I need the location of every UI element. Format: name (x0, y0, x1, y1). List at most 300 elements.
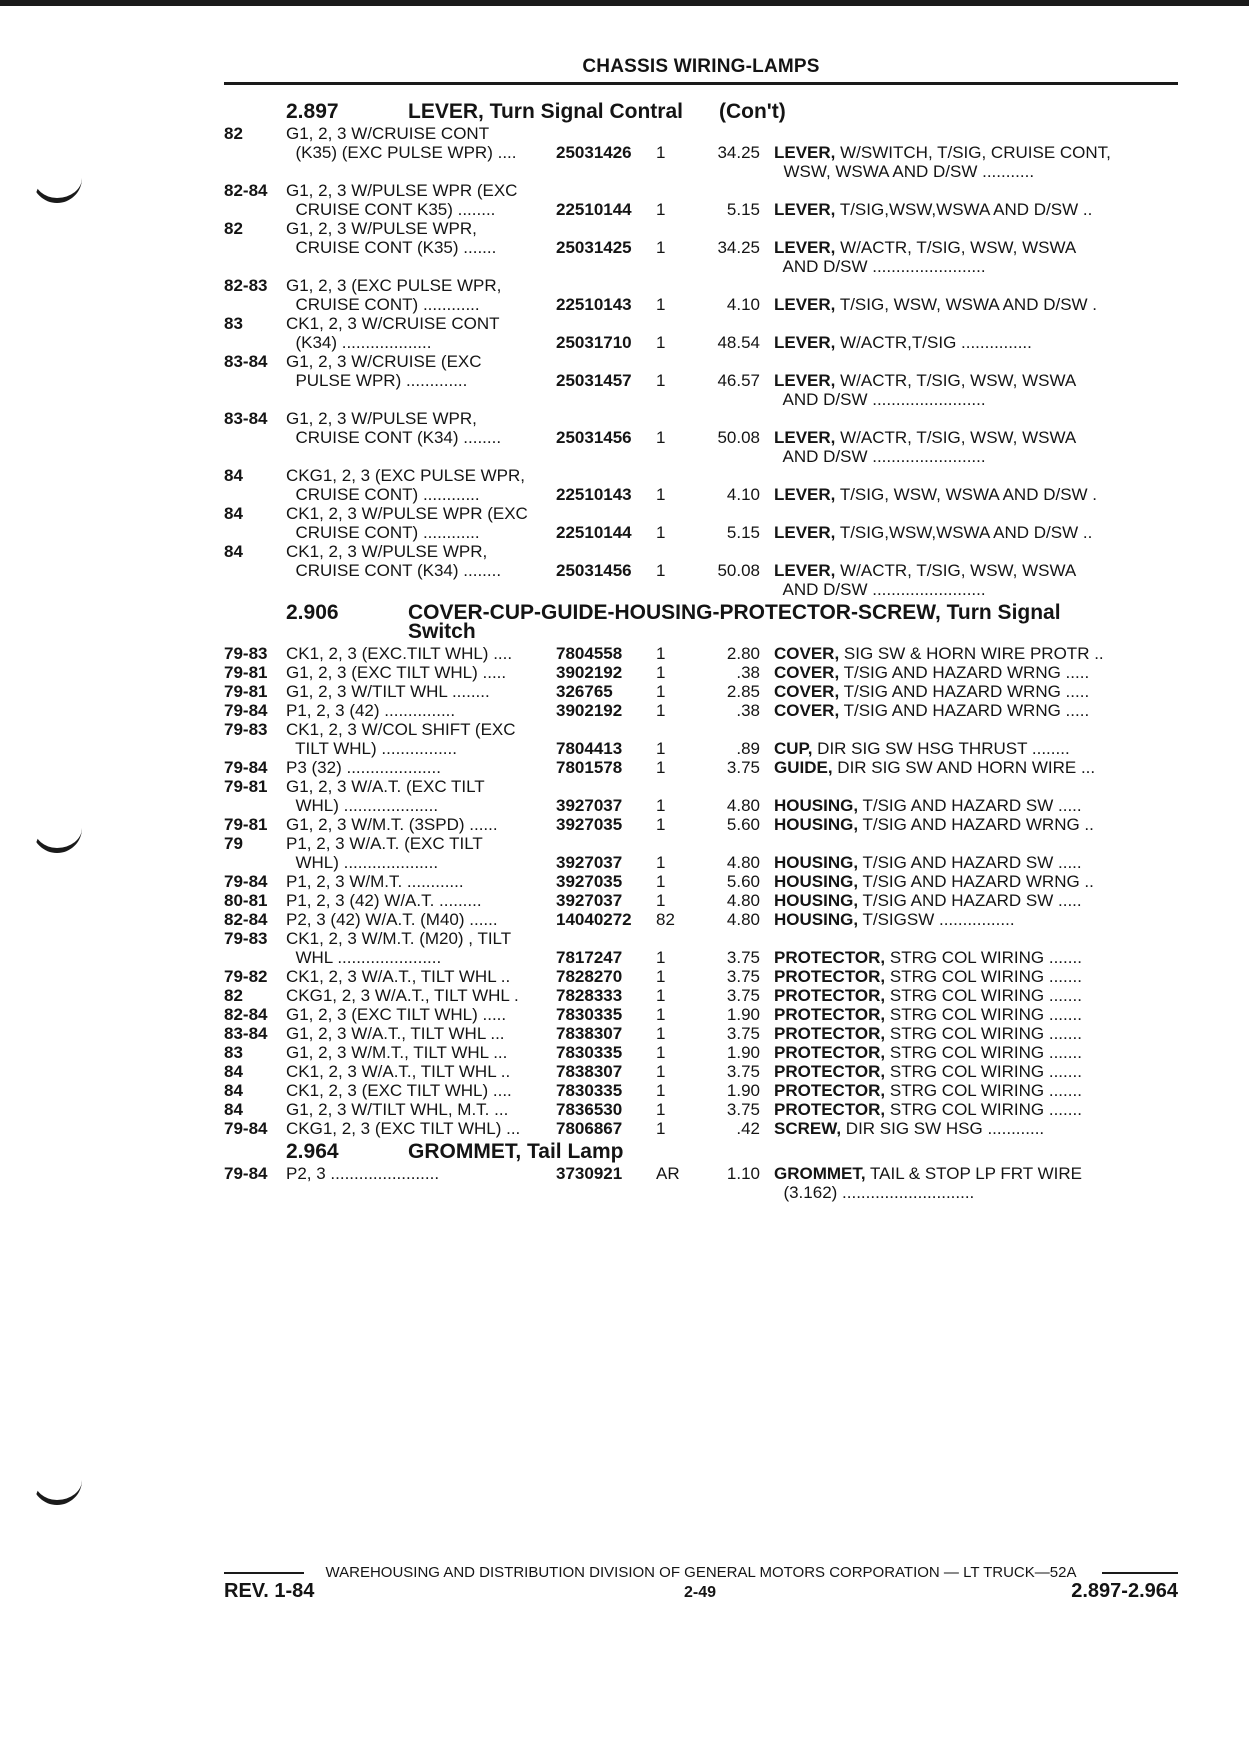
part-detail: W/ACTR, T/SIG, WSW, WSWA (835, 561, 1077, 580)
price (698, 390, 760, 409)
part-number: 14040272 (556, 910, 632, 929)
price: 4.80 (726, 891, 760, 910)
price: 4.10 (726, 295, 760, 314)
model-year: 80-81 (224, 891, 268, 910)
part-name: HOUSING, (774, 910, 859, 929)
part-detail: T/SIG AND HAZARD SW ..... (858, 853, 1082, 872)
model-year: 79-84 (224, 1164, 268, 1183)
quantity (656, 580, 698, 599)
part-number (556, 929, 656, 948)
model-year (224, 390, 286, 409)
application: CK1, 2, 3 W/PULSE WPR, (286, 542, 488, 561)
part-detail: STRG COL WIRING ....... (885, 1024, 1082, 1043)
part-detail: STRG COL WIRING ....... (885, 986, 1082, 1005)
model-year (224, 238, 286, 257)
part-number (556, 1183, 656, 1202)
application (286, 580, 556, 599)
parts-row (224, 257, 1178, 276)
model-year: 82-84 (224, 910, 268, 929)
part-description (774, 504, 1138, 523)
price: 2.80 (726, 644, 760, 663)
price: 4.80 (726, 853, 760, 872)
application (286, 257, 556, 276)
quantity: 1 (656, 701, 666, 720)
quantity: 1 (656, 891, 666, 910)
parts-row (224, 371, 1178, 390)
part-description (774, 314, 1138, 333)
parts-row (224, 409, 1178, 428)
price: 1.90 (726, 1005, 760, 1024)
parts-row (224, 929, 1178, 948)
application: G1, 2, 3 W/A.T. (EXC TILT (286, 777, 485, 796)
application: P2, 3 ....................... (286, 1164, 440, 1183)
parts-row (224, 739, 1178, 758)
price: 3.75 (726, 986, 760, 1005)
price: 1.90 (726, 1043, 760, 1062)
part-name: PROTECTOR, (774, 1005, 886, 1024)
model-year: 79-84 (224, 758, 268, 777)
application: CK1, 2, 3 W/PULSE WPR (EXC (286, 504, 528, 523)
part-number: 3927037 (556, 853, 623, 872)
price (698, 352, 760, 371)
parts-row (224, 1183, 1178, 1202)
part-detail: T/SIGSW ................ (858, 910, 1015, 929)
part-description (774, 948, 1138, 967)
price (698, 1183, 760, 1202)
part-name: LEVER, (774, 523, 836, 542)
price: 34.25 (717, 238, 760, 257)
price (698, 504, 760, 523)
part-description (774, 1043, 1138, 1062)
model-year: 79-84 (224, 701, 268, 720)
price: 5.15 (726, 523, 760, 542)
part-number: 3902192 (556, 701, 623, 720)
quantity: 82 (656, 910, 675, 929)
part-number: 7836530 (556, 1100, 623, 1119)
part-detail: DIR SIG SW HSG THRUST ........ (812, 739, 1070, 758)
part-description (774, 872, 1138, 891)
quantity (656, 720, 698, 739)
model-year: 83-84 (224, 352, 268, 371)
application: CRUISE CONT (K35) ....... (286, 238, 497, 257)
price: 34.25 (717, 143, 760, 162)
part-name: PROTECTOR, (774, 967, 886, 986)
application: CRUISE CONT (K34) ........ (286, 428, 502, 447)
parts-row (224, 872, 1178, 891)
quantity (656, 834, 698, 853)
revision-label: REV. 1-84 (224, 1580, 315, 1602)
part-name: LEVER, (774, 428, 836, 447)
part-detail: AND D/SW ........................ (774, 390, 986, 409)
part-detail: W/ACTR, T/SIG, WSW, WSWA (835, 371, 1077, 390)
part-number (556, 276, 656, 295)
application: CKG1, 2, 3 (EXC PULSE WPR, (286, 466, 526, 485)
part-number (556, 504, 656, 523)
part-description (774, 409, 1138, 428)
part-description (774, 238, 1138, 257)
section-title: LEVER, Turn Signal Contral (408, 100, 683, 123)
application: G1, 2, 3 W/CRUISE CONT (286, 124, 490, 143)
application: P1, 2, 3 W/A.T. (EXC TILT (286, 834, 483, 853)
parts-row (224, 580, 1178, 599)
model-year: 83 (224, 1043, 243, 1062)
part-detail: STRG COL WIRING ....... (885, 1081, 1082, 1100)
part-name: LEVER, (774, 371, 836, 390)
part-number (556, 219, 656, 238)
quantity: 1 (656, 682, 666, 701)
quantity (656, 162, 698, 181)
application: CK1, 2, 3 (EXC TILT WHL) .... (286, 1081, 512, 1100)
price: 3.75 (726, 758, 760, 777)
application: CK1, 2, 3 W/A.T., TILT WHL .. (286, 1062, 511, 1081)
quantity: 1 (656, 295, 666, 314)
section-title: COVER-CUP-GUIDE-HOUSING-PROTECTOR-SCREW, Turn Signal Switch (408, 601, 1061, 643)
price (698, 777, 760, 796)
application (286, 162, 556, 181)
part-number: 3730921 (556, 1164, 623, 1183)
parts-row (224, 219, 1178, 238)
part-number: 7828270 (556, 967, 623, 986)
application: G1, 2, 3 W/M.T. (3SPD) ...... (286, 815, 498, 834)
price (698, 834, 760, 853)
application: CRUISE CONT) ............ (286, 523, 480, 542)
quantity: 1 (656, 853, 666, 872)
model-year (224, 447, 286, 466)
part-description (774, 853, 1138, 872)
part-description (774, 815, 1138, 834)
application (286, 390, 556, 409)
application: CRUISE CONT K35) ........ (286, 200, 496, 219)
quantity (656, 181, 698, 200)
model-year: 82-84 (224, 181, 268, 200)
part-detail: STRG COL WIRING ....... (885, 1100, 1082, 1119)
application: CRUISE CONT) ............ (286, 295, 480, 314)
part-number: 25031710 (556, 333, 632, 352)
part-description (774, 682, 1138, 701)
part-description (774, 701, 1138, 720)
part-number: 22510143 (556, 295, 632, 314)
part-name: HOUSING, (774, 872, 859, 891)
part-name: COVER, (774, 644, 840, 663)
part-description (774, 1100, 1138, 1119)
page-number: 2-49 (684, 1584, 717, 1601)
parts-row (224, 644, 1178, 663)
part-detail: AND D/SW ........................ (774, 257, 986, 276)
part-detail: AND D/SW ........................ (774, 580, 986, 599)
page-footer (224, 1580, 1178, 1606)
price: 3.75 (726, 1024, 760, 1043)
parts-row (224, 390, 1178, 409)
part-detail: T/SIG,WSW,WSWA AND D/SW .. (835, 523, 1093, 542)
part-detail: T/SIG AND HAZARD WRNG ..... (839, 682, 1090, 701)
section-continued-label: (Con't) (718, 100, 786, 123)
application: CKG1, 2, 3 (EXC TILT WHL) ... (286, 1119, 521, 1138)
part-number (556, 542, 656, 561)
binder-hole-mark (32, 822, 82, 853)
part-detail: T/SIG AND HAZARD WRNG .. (858, 815, 1094, 834)
model-year (224, 428, 286, 447)
part-number (556, 409, 656, 428)
part-number: 7838307 (556, 1024, 623, 1043)
model-year (224, 948, 286, 967)
part-number: 22510143 (556, 485, 632, 504)
part-description (774, 428, 1138, 447)
part-name: CUP, (774, 739, 813, 758)
page-title: CHASSIS WIRING-LAMPS (582, 56, 820, 77)
price: .38 (736, 663, 760, 682)
part-number: 25031426 (556, 143, 632, 162)
part-name: LEVER, (774, 143, 836, 162)
part-detail: W/SWITCH, T/SIG, CRUISE CONT, (835, 143, 1111, 162)
part-name: COVER, (774, 701, 840, 720)
quantity (656, 1183, 698, 1202)
model-year (224, 580, 286, 599)
price (698, 542, 760, 561)
application: CK1, 2, 3 W/COL SHIFT (EXC (286, 720, 516, 739)
part-description (774, 1119, 1138, 1138)
quantity: 1 (656, 872, 666, 891)
quantity: 1 (656, 986, 666, 1005)
quantity (656, 466, 698, 485)
part-detail: (3.162) ............................ (774, 1183, 975, 1202)
part-description (774, 561, 1138, 580)
price (698, 162, 760, 181)
part-detail: W/ACTR,T/SIG ............... (835, 333, 1032, 352)
model-year (224, 739, 286, 758)
model-year (224, 200, 286, 219)
application: WHL) .................... (286, 853, 439, 872)
part-number: 3927035 (556, 815, 623, 834)
model-year: 82-83 (224, 276, 268, 295)
application: CK1, 2, 3 (EXC.TILT WHL) .... (286, 644, 513, 663)
quantity (656, 124, 698, 143)
part-name: LEVER, (774, 485, 836, 504)
part-number (556, 580, 656, 599)
model-year (224, 333, 286, 352)
part-detail: DIR SIG SW AND HORN WIRE ... (832, 758, 1096, 777)
model-year: 79-83 (224, 929, 268, 948)
model-year: 82-84 (224, 1005, 268, 1024)
part-description (774, 124, 1138, 143)
price: 1.90 (726, 1081, 760, 1100)
part-description (774, 796, 1138, 815)
part-name: PROTECTOR, (774, 1043, 886, 1062)
part-number: 22510144 (556, 523, 632, 542)
model-year: 79-83 (224, 644, 268, 663)
part-number (556, 352, 656, 371)
part-name: PROTECTOR, (774, 1100, 886, 1119)
model-year (224, 523, 286, 542)
part-number: 25031457 (556, 371, 632, 390)
part-number: 25031456 (556, 428, 632, 447)
part-name: SCREW, (774, 1119, 842, 1138)
part-description (774, 542, 1138, 561)
application: G1, 2, 3 W/TILT WHL, M.T. ... (286, 1100, 509, 1119)
part-number: 3927037 (556, 891, 623, 910)
parts-row (224, 777, 1178, 796)
application: TILT WHL) ................ (286, 739, 457, 758)
price: 5.15 (726, 200, 760, 219)
quantity (656, 777, 698, 796)
part-description (774, 162, 1138, 181)
part-number (556, 181, 656, 200)
part-number: 25031425 (556, 238, 632, 257)
application (286, 447, 556, 466)
parts-row (224, 1081, 1178, 1100)
part-detail: STRG COL WIRING ....... (885, 967, 1082, 986)
price: 3.75 (726, 1100, 760, 1119)
parts-row (224, 682, 1178, 701)
parts-row (224, 1062, 1178, 1081)
part-detail: SIG SW & HORN WIRE PROTR .. (839, 644, 1104, 663)
part-description (774, 644, 1138, 663)
part-name: HOUSING, (774, 853, 859, 872)
part-description (774, 758, 1138, 777)
model-year (224, 853, 286, 872)
application: G1, 2, 3 (EXC TILT WHL) ..... (286, 1005, 507, 1024)
application: G1, 2, 3 W/PULSE WPR (EXC (286, 181, 518, 200)
part-description (774, 1183, 1138, 1202)
price: 50.08 (717, 561, 760, 580)
part-name: LEVER, (774, 238, 836, 257)
part-description (774, 777, 1138, 796)
parts-row (224, 162, 1178, 181)
part-number: 7838307 (556, 1062, 623, 1081)
model-year (224, 162, 286, 181)
price: 2.85 (726, 682, 760, 701)
part-description (774, 1005, 1138, 1024)
quantity: 1 (656, 663, 666, 682)
quantity: AR (656, 1164, 680, 1183)
quantity (656, 257, 698, 276)
quantity: 1 (656, 1119, 666, 1138)
price: .89 (736, 739, 760, 758)
part-name: HOUSING, (774, 796, 859, 815)
part-detail: STRG COL WIRING ....... (885, 1062, 1082, 1081)
price (698, 124, 760, 143)
model-year (224, 485, 286, 504)
price (698, 720, 760, 739)
part-name: LEVER, (774, 200, 836, 219)
part-number: 7828333 (556, 986, 623, 1005)
parts-row (224, 428, 1178, 447)
part-detail: T/SIG AND HAZARD WRNG ..... (839, 663, 1090, 682)
page-header (224, 56, 1178, 85)
quantity: 1 (656, 428, 666, 447)
model-year (224, 561, 286, 580)
parts-row (224, 1024, 1178, 1043)
parts-row (224, 504, 1178, 523)
section-number: 2.906 (286, 601, 339, 624)
quantity: 1 (656, 758, 666, 777)
part-description (774, 910, 1138, 929)
application: P2, 3 (42) W/A.T. (M40) ...... (286, 910, 498, 929)
part-number: 22510144 (556, 200, 632, 219)
model-year: 83 (224, 314, 243, 333)
price: 5.60 (726, 872, 760, 891)
price (698, 314, 760, 333)
section-heading (224, 102, 1178, 121)
part-number (556, 124, 656, 143)
part-name: LEVER, (774, 561, 836, 580)
price (698, 219, 760, 238)
part-description (774, 257, 1138, 276)
parts-row (224, 181, 1178, 200)
price (698, 929, 760, 948)
section-title: GROMMET, Tail Lamp (408, 1140, 624, 1163)
part-number: 7830335 (556, 1005, 623, 1024)
quantity (656, 504, 698, 523)
part-description (774, 929, 1138, 948)
model-year (224, 1183, 286, 1202)
header-rule (224, 82, 1178, 85)
application: CKG1, 2, 3 W/A.T., TILT WHL . (286, 986, 519, 1005)
price: .42 (736, 1119, 760, 1138)
application: G1, 2, 3 W/CRUISE (EXC (286, 352, 482, 371)
model-year: 82 (224, 219, 243, 238)
part-description (774, 200, 1138, 219)
part-number: 326765 (556, 682, 613, 701)
part-description (774, 219, 1138, 238)
price: 5.60 (726, 815, 760, 834)
parts-row (224, 758, 1178, 777)
model-year (224, 796, 286, 815)
model-year (224, 257, 286, 276)
part-detail: T/SIG AND HAZARD WRNG ..... (839, 701, 1090, 720)
quantity: 1 (656, 333, 666, 352)
application: G1, 2, 3 (EXC TILT WHL) ..... (286, 663, 507, 682)
quantity: 1 (656, 1081, 666, 1100)
parts-row (224, 1164, 1178, 1183)
model-year: 83-84 (224, 1024, 268, 1043)
application: G1, 2, 3 W/A.T., TILT WHL ... (286, 1024, 505, 1043)
parts-listing (224, 98, 1178, 1202)
part-number (556, 447, 656, 466)
price (698, 580, 760, 599)
part-number: 7804558 (556, 644, 623, 663)
part-description (774, 295, 1138, 314)
application: CK1, 2, 3 W/A.T., TILT WHL .. (286, 967, 511, 986)
part-number: 3927035 (556, 872, 623, 891)
parts-row (224, 238, 1178, 257)
model-year: 79-81 (224, 815, 268, 834)
part-detail: T/SIG AND HAZARD WRNG .. (858, 872, 1094, 891)
part-number: 7801578 (556, 758, 623, 777)
quantity: 1 (656, 371, 666, 390)
price: 4.10 (726, 485, 760, 504)
part-number (556, 314, 656, 333)
model-year: 79-81 (224, 682, 268, 701)
quantity (656, 314, 698, 333)
model-year: 84 (224, 1062, 243, 1081)
price (698, 466, 760, 485)
parts-row (224, 986, 1178, 1005)
application: G1, 2, 3 W/M.T., TILT WHL ... (286, 1043, 508, 1062)
price: 46.57 (717, 371, 760, 390)
parts-row (224, 1100, 1178, 1119)
part-number: 7817247 (556, 948, 623, 967)
application: G1, 2, 3 W/TILT WHL ........ (286, 682, 490, 701)
part-description (774, 720, 1138, 739)
parts-row (224, 910, 1178, 929)
part-detail: WSW, WSWA AND D/SW ........... (774, 162, 1035, 181)
part-number (556, 466, 656, 485)
quantity: 1 (656, 1062, 666, 1081)
price (698, 257, 760, 276)
part-detail: T/SIG AND HAZARD SW ..... (858, 891, 1082, 910)
part-detail: W/ACTR, T/SIG, WSW, WSWA (835, 238, 1077, 257)
application: G1, 2, 3 W/PULSE WPR, (286, 409, 477, 428)
